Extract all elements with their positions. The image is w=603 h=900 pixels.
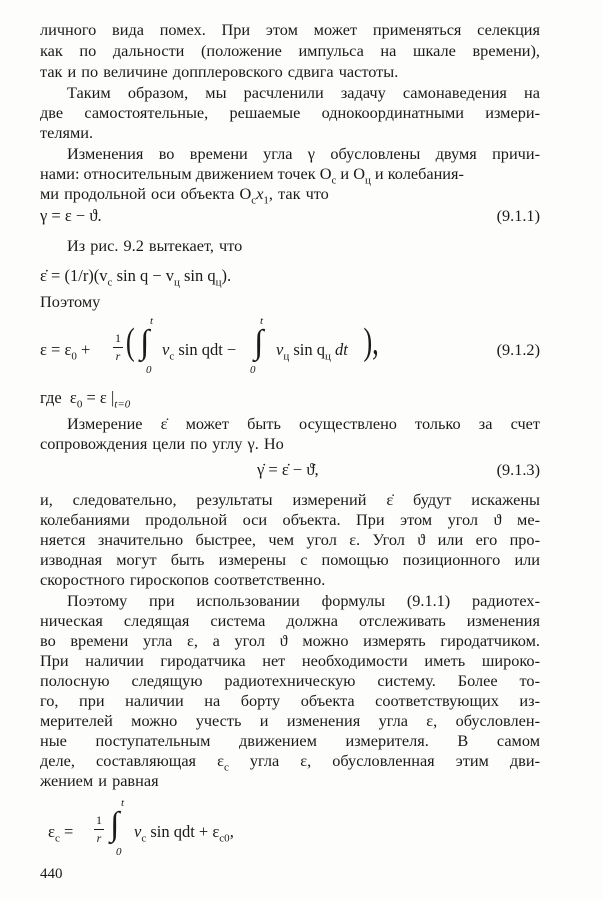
text-seg: , так что [268, 184, 329, 203]
text-line: две самостоятельные, решаемые однокоординатными измери- [40, 103, 540, 122]
text-line [40, 184, 540, 210]
text-line: Изменения во времени угла γ обусловлены двумя причи- [67, 144, 540, 163]
integral: ∫ [254, 324, 264, 361]
where-line: где $\varepsilon_0 = \varepsilon$ $|_{t=0}$ [40, 388, 131, 411]
text-line: сопровождения цели по углу γ. Но [40, 434, 284, 453]
equation-number: (9.1.1) [496, 206, 540, 225]
text-line: го, при наличии на борту объекта соответствующих из- [40, 691, 540, 710]
text-line: как по дальности (положение импульса на шкале времени), [40, 41, 540, 60]
paren-right: ), [363, 321, 379, 363]
page-number: 440 [40, 866, 63, 882]
text-seg: и колебания- [370, 164, 464, 183]
text-line: ническая следящая система должна отслеживать изменения [40, 611, 540, 630]
subscript: с [251, 194, 257, 207]
text-line: жением и равная [40, 771, 159, 790]
text-line: При наличии гиродатчика нет необходимости иметь широко- [40, 651, 540, 670]
text-line: няется значительно быстрее, чем угол ε. Угол ϑ или его про- [40, 530, 540, 549]
integral: ∫ [110, 806, 120, 843]
subscript: ц [364, 174, 371, 187]
text-line: деле, составляющая $\varepsilon_с$ угла ε, обусловленная этим дви- [40, 751, 540, 774]
text-line: скоростного гироскопов соответственно. [40, 570, 326, 589]
fraction: 1 r [115, 331, 121, 363]
equation-eps-dot: ε̇ = $(1/r)(v_с$ $\sin q - v_ц$ $\sin q_ц$). [40, 266, 232, 289]
text-line: личного вида помех. При этом может применяться селекция [40, 20, 540, 39]
text-seg: и O [336, 164, 365, 183]
text-line: Из рис. 9.2 вытекает, что [67, 236, 243, 255]
text-line: Поэтому [40, 292, 101, 311]
text-line: Измерение ε̇ может быть осуществлено только за счет [67, 414, 540, 433]
text-line: во времени угла ε, а угол ϑ можно измерять гиродатчиком. [40, 631, 540, 650]
text-line: изводная могут быть измерены с помощью позиционного или [40, 550, 540, 569]
text-line: телями. [40, 123, 94, 142]
subscript: 1 [263, 194, 269, 207]
page: личного вида помех. При этом может применяться селекция как по дальности (положение импульса на шкале времени), так и по величине допплеровского сдвига частоты. Таким образом, мы расчленили задачу самонаведения на две самостоятельные, решаемые однокоординатными измери- телями. Изменения во времени угла γ обусловлены двумя причи- нами: относительным движением точек $O_с$ и $O_ц$ и колебания- ми продольной оси объекта $O_сx_1$, так что γ = ε − ϑ. (9.1.1) Из рис. 9.2 вытекает, что ε̇ = $(1/r)(v_с$ $\sin q - v_ц$ $\sin q_ц$). Поэтому $\varepsilon = \varepsilon_0$ + 1 r ( t ∫ 0 $v_с$ sin qdt − t ∫ 0 $v_ц$ $\sin q_ц$ dt ), (9.1.2) где $\varepsilon_0 = \varepsilon$ $|_{t=0}$ Измерение ε̇ может быть осуществлено только за счет сопровождения цели по углу γ. Но γ̇ = ε̇ − ϑ̇, (9.1.3) и, следовательно, результаты измерений ε̇ будут искажены колебаниями продольной оси объекта. При этом угол ϑ ме- няется значительно быстрее, чем угол ε. Угол ϑ или его про- изводная могут быть измерены с помощью позиционного или скоростного гироскопов соответственно. Поэтому при использовании формулы (9.1.1) радиотех- ническая следящая система должна отслеживать изменения во времени угла ε, а угол ϑ можно измерять гиродатчиком. При наличии гиродатчика нет необходимости иметь широко- полосную следящую радиотехническую систему. Более то- го, при наличии на борту объекта соответствующих из- мерителей можно учесть и изменения угла ε, обусловлен- ные поступательным движением измерителя. В самом деле, составляющая $\varepsilon_с$ угла ε, обусловленная этим дви- жением и равная $\varepsilon_с$ = 1 r t ∫ 0 $v_с$ sin qdt + $\varepsilon_{с0}$, 440 [40, 20, 540, 882]
text-line: колебаниями продольной оси объекта. При этом угол ϑ ме- [40, 510, 540, 529]
equation-number: (9.1.3) [496, 460, 540, 479]
text-seg: нами: относительным движением точек O [40, 164, 332, 183]
text-line: полосную следящую радиотехническую систему. Более то- [40, 671, 540, 690]
text-line: Таким образом, мы расчленили задачу самонаведения на [67, 83, 540, 102]
equation-9-1-3: γ̇ = ε̇ − ϑ̇, [257, 460, 319, 479]
paren-left: ( [125, 321, 135, 363]
equation-number: (9.1.2) [496, 340, 540, 359]
text-seg: ми продольной оси объекта O [40, 184, 252, 203]
text-line: так и по величине допплеровского сдвига частоты. [40, 62, 399, 81]
text-line: мерителей можно учесть и изменения угла ε, обусловлен- [40, 711, 540, 730]
text-line: и, следовательно, результаты измерений ε̇ будут искажены [40, 490, 540, 509]
var-x: x [256, 184, 264, 203]
text-line: Поэтому при использовании формулы (9.1.1) радиотех- [67, 591, 540, 610]
integral: ∫ [140, 324, 150, 361]
text-line: ные поступательным движением измерителя. В самом [40, 731, 540, 750]
equation-9-1-1: γ = ε − ϑ. [40, 206, 102, 225]
subscript: с [331, 174, 337, 187]
fraction: 1 r [96, 813, 102, 845]
